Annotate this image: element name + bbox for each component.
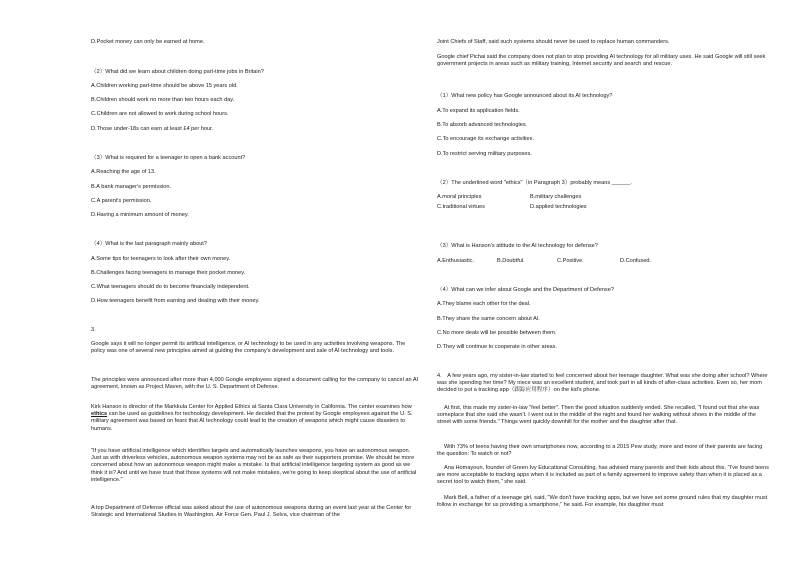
r-q4-option-d: D.They will continue to cooperate in other areas. (437, 344, 558, 350)
s4-paragraph-5: Mark Bell, a father of a teenage girl, said, "We don't have tracking apps, but we have set some ground rules that my daughter must follow in exchange for us providing a smartphone," he said. For example, his daughter must (437, 495, 768, 509)
q1-option-d: D.Pocket money can only be earned at home. (91, 39, 205, 45)
r-q2-option-d: D.applied technologies (530, 204, 587, 210)
s4-paragraph-2: At first, this made my sister-in-law "feel better". Then the good situation suddenly ended. She recalled, "I found out that she was someplace that she said she wasn't. I went out in the middle of the night and found her walking without shoes in the middle of the street with some friends." Things went quickly downhill for the mother and the daughter after that. (437, 405, 760, 426)
s4-paragraph-1: 4. A few years ago, my sister-in-law started to feel concerned about her teenage daughter. What was she doing after school? Where was she spending her time? My niece was an excellent student, and took part in all kinds of after-class activities. Even so, her mom decided to put a tracking app（跟踪应用程序）on the kid's phone. (437, 373, 768, 394)
r-q3-option-b: B.Doubtful. (497, 258, 525, 264)
r-q1-option-a: A.To expand its application fields. (437, 108, 520, 114)
passage-paragraph-2: The principles were announced after more than 4,000 Google employees signed a document calling for the company to cancel an AI agreement, known as Project Maven, with the U. S. Department of Defense. (91, 377, 419, 391)
r-q2-option-a: A.moral principles (437, 194, 482, 200)
p3-text-before: Kirk Hanson is director of the Markkula Center for Applied Ethics at Santa Clara University in California. The center examines how (91, 404, 412, 410)
r-q2-stem: （2）The underlined word "ethics"（in Paragraph 3）probably means ______. (437, 180, 632, 186)
r-q1-option-d: D.To restrict serving military purposes. (437, 151, 532, 157)
q2-option-c: C.Children are not allowed to work during school hours. (91, 111, 229, 117)
passage-paragraph-3 (91, 404, 421, 433)
q3-option-d: D.Having a minimum amount of money. (91, 212, 189, 218)
r-q3-option-d: D.Confused. (620, 258, 652, 264)
r-q1-stem: （1）What new policy has Google announced about its AI technology? (437, 93, 613, 99)
s4-paragraph-3: With 73% of teens having their own smartphones now, according to a 2015 Pew study, more and more of their parents are facing the question: To watch or not? (437, 444, 763, 458)
q4-option-b: B.Challenges facing teenagers to manage their pocket money. (91, 270, 246, 276)
r-q3-option-a: A.Enthusiastic. (437, 258, 474, 264)
q3-option-c: C.A parent's permission. (91, 198, 152, 204)
p3-text-after: can be used as guidelines for technology development. He decided that the protest by Google employees against the U. S. military agreement was based on fears that AI technology could lead to the creation of weapons which might cause disasters to humans. (91, 411, 413, 432)
r-q4-option-b: B.They share the same concern about AI. (437, 316, 540, 322)
q3-stem: （3）What is required for a teenager to open a bank account? (91, 155, 246, 161)
passage-continuation: Joint Chiefs of Staff, said such systems should never be used to replace human commanders. (437, 39, 670, 45)
q4-option-a: A.Some tips for teenagers to look after their own money. (91, 256, 231, 262)
r-q1-option-b: B.To absorb advanced technologies. (437, 122, 528, 128)
q4-option-d: D.How teenagers benefit from earning and dealing with their money. (91, 298, 260, 304)
q3-option-a: A.Reaching the age of 13. (91, 169, 156, 175)
q2-option-a: A.Children working part-time should be above 15 years old. (91, 83, 238, 89)
q3-option-b: B.A bank manager's permission. (91, 184, 172, 190)
q4-stem: （4）What is the last paragraph mainly about? (91, 241, 207, 247)
r-q4-option-a: A.They blame each other for the deal. (437, 301, 531, 307)
underlined-word-ethics: ethics (91, 411, 108, 418)
passage-paragraph-pichai: Google chief Pichai said the company does not plan to stop providing AI technology for all military uses. He said Google will still seek government projects in areas such as military training, Internet security and search and rescue. (437, 54, 766, 68)
r-q3-stem: （3）What is Hanson's attitude to the AI technology for defense? (437, 243, 598, 249)
r-q2-option-c: C.traditional virtues (437, 204, 485, 210)
r-q3-option-c: C.Positive. (557, 258, 584, 264)
passage-paragraph-5: A top Department of Defense official was asked about the use of autonomous weapons during an event last year at the Center for Strategic and International Studies in Washington. Air Force Gen. Paul J. Selva, vice chairman of the (91, 505, 412, 519)
r-q4-option-c: C.No more deals will be possible between them. (437, 330, 557, 336)
passage-paragraph-1: Google says it will no longer permit its artificial intelligence, or AI technology to be used in any activities involving weapons. The policy was one of several new principles aimed at guiding the company's development and sale of AI technology and tools. (91, 341, 406, 355)
section-number: 3. (91, 327, 96, 333)
q2-stem: （2）What did we learn about children doing part-time jobs in Britain? (91, 69, 264, 75)
passage-paragraph-4: "If you have artificial intelligence which identifies targets and automatically launches weapons, you have an autonomous weapon. Just as with driverless vehicles, autonomous weapon systems may not be as safe as their supporters promise. We should be more concerned about how an autonomous weapon might make a mistake. Is that artificial intelligence targeting system as good as we think it is? And until we have trust that those systems will not make mistakes, we're going to keep skeptical about the use of artificial intelligence." (91, 448, 417, 483)
r-q4-stem: （4）What can we infer about Google and the Department of Defense? (437, 287, 614, 293)
q2-option-d: D.Those under-18s can earn at least £4 per hour. (91, 126, 214, 132)
r-q1-option-c: C.To encourage its exchange activities. (437, 136, 535, 142)
q4-option-c: C.What teenagers should do to become financially independent. (91, 284, 250, 290)
q2-option-b: B.Children should work no more than two hours each day. (91, 97, 235, 103)
s4-paragraph-4: Ana Homayoun, founder of Green Ivy Educational Consulting, has advised many parents and their kids about this. "I've found teens are more acceptable to tracking apps when it is included as part of a family agreement to improve safety than when it is placed as a secret tool to watch them," she said. (437, 465, 769, 486)
r-q2-option-b: B.military challenges (530, 194, 582, 200)
